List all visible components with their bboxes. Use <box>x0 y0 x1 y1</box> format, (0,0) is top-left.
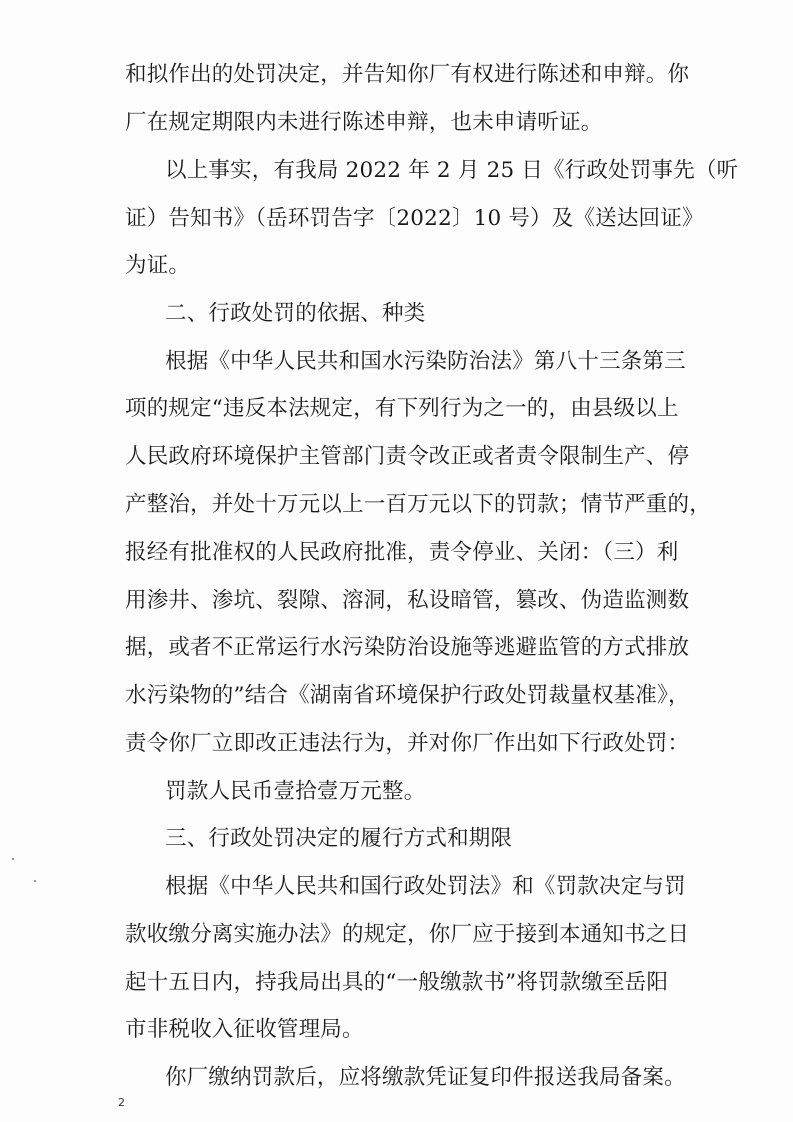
paragraph-line: 为证。 <box>125 253 191 278</box>
section-heading: 二、行政处罚的依据、种类 <box>165 301 426 326</box>
paragraph-line: 产整治，并处十万元以上一百万元以下的罚款；情节严重的， <box>125 492 711 517</box>
paragraph-line: 根据《中华人民共和国水污染防治法》第八十三条第三 <box>165 349 686 374</box>
paragraph-line: 据，或者不正常运行水污染防治设施等逃避监管的方式排放 <box>125 635 690 660</box>
paragraph-line: 证）告知书》（岳环罚告字〔2022〕10 号）及《送达回证》 <box>125 206 704 231</box>
paragraph-line: 项的规定“违反本法规定，有下列行为之一的，由县级以上 <box>125 396 679 421</box>
page-number: 2 <box>118 1096 125 1109</box>
paragraph-line: 水污染物的”结合《湖南省环境保护行政处罚裁量权基准》， <box>125 683 690 708</box>
paragraph-line: 责令你厂立即改正违法行为，并对你厂作出如下行政处罚： <box>125 731 690 756</box>
scan-speck <box>34 880 36 882</box>
paragraph-line: 根据《中华人民共和国行政处罚法》和《罚款决定与罚 <box>165 874 686 899</box>
paragraph-line: 报经有批准权的人民政府批准，责令停业、关闭：（三）利 <box>125 540 679 565</box>
section-heading: 三、行政处罚决定的履行方式和期限 <box>165 826 513 851</box>
paragraph-line: 人民政府环境保护主管部门责令改正或者责令限制生产、停 <box>125 444 690 469</box>
paragraph-line: 厂在规定期限内未进行陈述申辩，也未申请听证。 <box>125 110 603 135</box>
scan-speck <box>12 858 14 860</box>
paragraph-line: 用渗井、渗坑、裂隙、溶洞，私设暗管，篡改、伪造监测数 <box>125 588 690 613</box>
paragraph-line: 以上事实，有我局 2022 年 2 月 25 日《行政处罚事先（听 <box>165 158 739 183</box>
paragraph-line: 款收缴分离实施办法》的规定，你厂应于接到本通知书之日 <box>125 922 690 947</box>
paragraph-line: 你厂缴纳罚款后，应将缴款凭证复印件报送我局备案。 <box>165 1065 686 1090</box>
penalty-amount: 罚款人民币壹拾壹万元整。 <box>165 779 426 804</box>
paragraph-line: 起十五日内，持我局出具的“一般缴款书”将罚款缴至岳阳 <box>125 970 669 995</box>
paragraph-line: 和拟作出的处罚决定，并告知你厂有权进行陈述和申辩。你 <box>125 62 690 87</box>
paragraph-line: 市非税收入征收管理局。 <box>125 1017 364 1042</box>
